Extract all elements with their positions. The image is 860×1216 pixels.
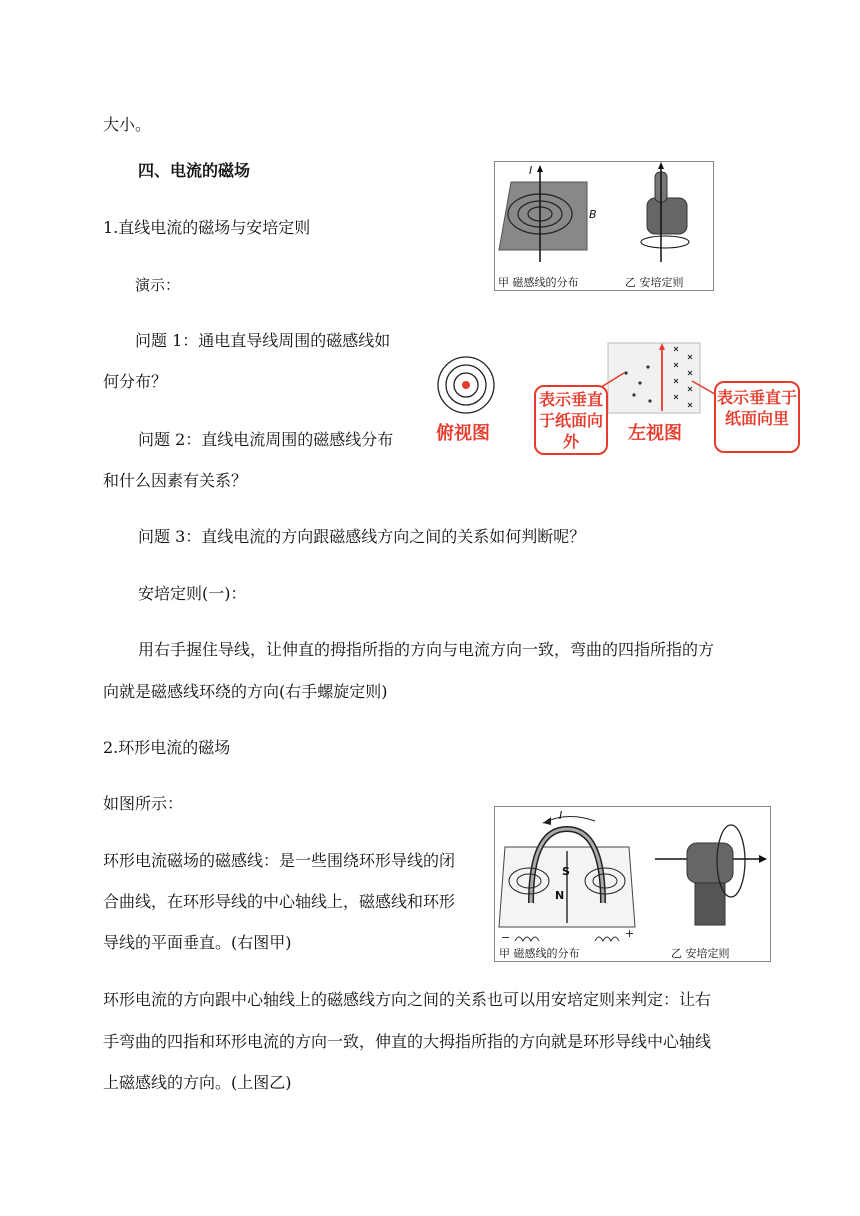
north-pole-label: N — [555, 889, 565, 902]
question-1: 问题 1：通电直导线周围的磁感线如 — [135, 331, 391, 350]
left-view-label: 左视图 — [628, 423, 682, 444]
south-pole-label: S — [562, 865, 570, 878]
paragraph-line: 上磁感线的方向。(上图乙) — [103, 1073, 292, 1092]
section-heading: 四、电流的磁场 — [138, 161, 251, 180]
rule-text: 用右手握住导线，让伸直的拇指所指的方向与电流方向一致，弯曲的四指所指的方 — [138, 640, 715, 659]
subsection-title: 2.环形电流的磁场 — [103, 738, 231, 757]
question-2: 问题 2：直线电流周围的磁感线分布 — [138, 430, 394, 449]
field-label: B — [589, 208, 597, 221]
figure-caption-a: 甲 磁感线的分布 — [498, 276, 579, 289]
question-3: 问题 3：直线电流的方向跟磁感线方向之间的关系如何判断呢？ — [138, 527, 586, 546]
figure-straight-wire — [494, 161, 714, 291]
rule-title: 安培定则(一)： — [138, 584, 247, 603]
figure-ring-current — [494, 806, 771, 962]
paragraph-line: 手弯曲的四指和环形电流的方向一致，伸直的大拇指所指的方向就是环形导线中心轴线 — [103, 1032, 712, 1051]
text-line: 环形电流磁场的磁感线：是一些围绕环形导线的闭 — [103, 851, 456, 870]
rule-text-cont: 向就是磁感线环绕的方向(右手螺旋定则) — [103, 682, 388, 701]
straight-wire-diagram — [495, 162, 713, 290]
text-line: 大小。 — [103, 115, 152, 134]
text-line: 如图所示： — [103, 794, 184, 813]
figure-views — [430, 337, 802, 452]
callout-out-of-page: 表示垂直于纸面向外 — [534, 385, 608, 455]
figure-caption-b: 乙 安培定则 — [625, 276, 684, 289]
plus-terminal: + — [625, 927, 635, 940]
figure-caption-b: 乙 安培定则 — [671, 947, 730, 960]
current-label: I — [529, 164, 533, 177]
text-line: 演示： — [135, 276, 181, 294]
minus-terminal: − — [501, 931, 511, 944]
hand-icon — [655, 825, 767, 925]
text-line: 导线的平面垂直。(右图甲) — [103, 933, 292, 952]
question-1-cont: 何分布？ — [103, 372, 168, 391]
subsection-title: 1.直线电流的磁场与安培定则 — [103, 218, 311, 237]
hand-icon — [641, 162, 689, 262]
top-view-label: 俯视图 — [436, 423, 490, 444]
paragraph-line: 环形电流的方向跟中心轴线上的磁感线方向之间的关系也可以用安培定则来判定：让右 — [103, 990, 712, 1009]
current-label: I — [559, 809, 563, 822]
question-2-cont: 和什么因素有关系？ — [103, 471, 248, 490]
text-line: 合曲线，在环形导线的中心轴线上，磁感线和环形 — [103, 892, 456, 911]
figure-caption-a: 甲 磁感线的分布 — [499, 947, 580, 960]
callout-into-page: 表示垂直于纸面向里 — [714, 381, 800, 453]
